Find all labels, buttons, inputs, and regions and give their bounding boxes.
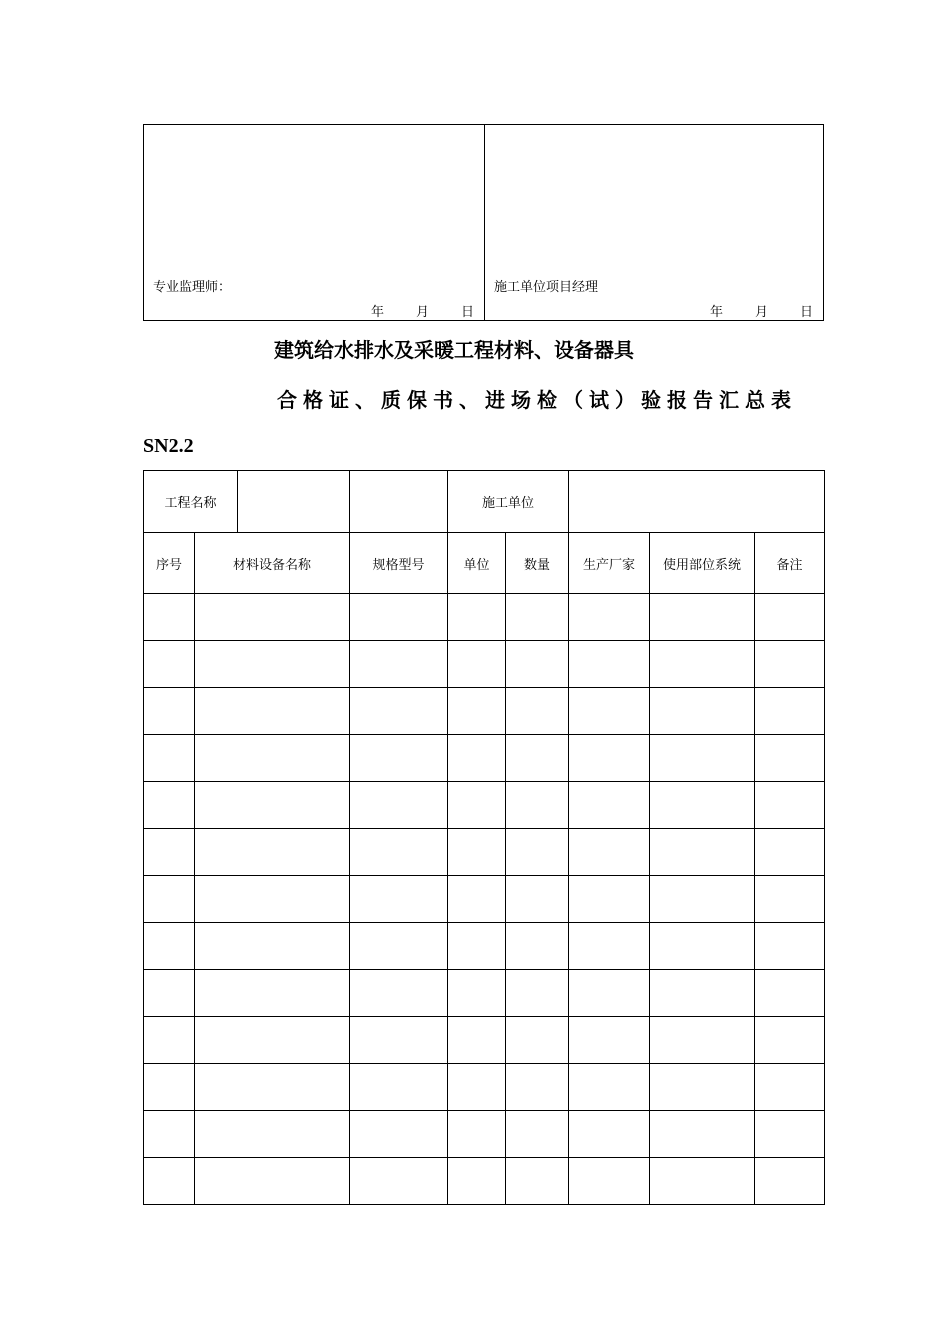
- column-header-row: [144, 533, 825, 594]
- table-cell[interactable]: [569, 1111, 650, 1158]
- table-cell[interactable]: [569, 735, 650, 782]
- table-cell[interactable]: [144, 1064, 195, 1111]
- table-cell[interactable]: [755, 876, 825, 923]
- table-cell[interactable]: [506, 1017, 569, 1064]
- col-header-name: 材料设备名称: [195, 533, 350, 594]
- table-cell[interactable]: [506, 594, 569, 641]
- table-cell[interactable]: [195, 735, 350, 782]
- manager-cell: [484, 125, 823, 320]
- form-code: SN2.2: [143, 435, 194, 457]
- table-cell[interactable]: [755, 1064, 825, 1111]
- table-cell[interactable]: [755, 970, 825, 1017]
- table-cell[interactable]: [350, 876, 448, 923]
- date-day: 日: [460, 305, 474, 320]
- table-cell[interactable]: [195, 1017, 350, 1064]
- table-cell[interactable]: [569, 1158, 650, 1205]
- table-cell[interactable]: [506, 782, 569, 829]
- col-header-unit: 单位: [448, 533, 506, 594]
- project-info-row: [144, 471, 825, 533]
- table-row: [144, 970, 825, 1017]
- table-cell[interactable]: [350, 688, 448, 735]
- table-cell[interactable]: [650, 970, 755, 1017]
- table-cell[interactable]: [350, 782, 448, 829]
- contractor-label: 施工单位: [448, 471, 569, 533]
- table-cell[interactable]: [195, 1064, 350, 1111]
- table-cell[interactable]: [650, 1017, 755, 1064]
- table-cell[interactable]: [650, 923, 755, 970]
- project-name-label: 工程名称: [144, 471, 238, 532]
- manager-date: [710, 301, 813, 320]
- table-cell[interactable]: [506, 970, 569, 1017]
- table-cell[interactable]: [755, 1111, 825, 1158]
- table-cell[interactable]: [569, 970, 650, 1017]
- table-cell[interactable]: [650, 1064, 755, 1111]
- table-cell[interactable]: [448, 923, 506, 970]
- table-row: [144, 782, 825, 829]
- table-cell[interactable]: [506, 641, 569, 688]
- table-cell[interactable]: [506, 688, 569, 735]
- supervisor-date: [371, 301, 474, 320]
- table-cell[interactable]: [195, 923, 350, 970]
- table-cell[interactable]: [350, 641, 448, 688]
- table-cell[interactable]: [569, 688, 650, 735]
- table-row: [144, 1017, 825, 1064]
- table-cell[interactable]: [650, 641, 755, 688]
- table-cell[interactable]: [569, 782, 650, 829]
- table-cell[interactable]: [755, 1158, 825, 1205]
- table-row: [144, 829, 825, 876]
- supervisor-label: 专业监理师：: [153, 280, 232, 295]
- table-cell[interactable]: [350, 970, 448, 1017]
- table-cell[interactable]: [448, 641, 506, 688]
- table-cell[interactable]: [350, 829, 448, 876]
- table-row: [144, 735, 825, 782]
- table-row: [144, 594, 825, 641]
- table-cell[interactable]: [755, 1017, 825, 1064]
- table-cell[interactable]: [506, 1158, 569, 1205]
- table-cell[interactable]: [144, 1111, 195, 1158]
- table-cell[interactable]: [350, 923, 448, 970]
- table-cell[interactable]: [569, 876, 650, 923]
- table-cell[interactable]: [144, 1158, 195, 1205]
- table-cell[interactable]: [350, 1017, 448, 1064]
- col-header-location: 使用部位系统: [650, 533, 755, 594]
- table-cell[interactable]: [650, 876, 755, 923]
- table-cell[interactable]: [569, 829, 650, 876]
- table-row: [144, 1064, 825, 1111]
- document-title-line2: 合格证、质保书、进场检（试）验报告汇总表: [277, 388, 797, 412]
- table-cell[interactable]: [506, 1064, 569, 1111]
- table-cell[interactable]: [144, 876, 195, 923]
- table-cell[interactable]: [195, 829, 350, 876]
- table-cell[interactable]: [650, 1158, 755, 1205]
- table-row: [144, 688, 825, 735]
- table-cell[interactable]: [144, 735, 195, 782]
- table-cell[interactable]: [506, 923, 569, 970]
- table-cell[interactable]: [755, 688, 825, 735]
- signature-table: [143, 124, 824, 321]
- table-cell[interactable]: [448, 688, 506, 735]
- table-cell[interactable]: [350, 1158, 448, 1205]
- table-cell[interactable]: [144, 688, 195, 735]
- table-cell[interactable]: [650, 735, 755, 782]
- table-cell[interactable]: [650, 1111, 755, 1158]
- table-cell[interactable]: [569, 923, 650, 970]
- table-cell[interactable]: [448, 782, 506, 829]
- table-cell[interactable]: [144, 594, 195, 641]
- table-cell[interactable]: [448, 1064, 506, 1111]
- table-cell[interactable]: [195, 782, 350, 829]
- col-header-index: 序号: [144, 533, 195, 594]
- table-cell[interactable]: [755, 923, 825, 970]
- table-cell[interactable]: [569, 1017, 650, 1064]
- table-cell[interactable]: [650, 829, 755, 876]
- project-name-value[interactable]: [238, 471, 349, 532]
- table-cell[interactable]: [448, 594, 506, 641]
- table-cell[interactable]: [144, 829, 195, 876]
- project-name-group: [144, 471, 350, 533]
- table-cell[interactable]: [350, 594, 448, 641]
- project-name-value-cont[interactable]: [350, 471, 448, 533]
- table-cell[interactable]: [195, 594, 350, 641]
- col-header-manufacturer: 生产厂家: [569, 533, 650, 594]
- table-cell[interactable]: [448, 1158, 506, 1205]
- table-cell[interactable]: [144, 1017, 195, 1064]
- date-year: 年: [709, 305, 723, 320]
- table-cell[interactable]: [144, 641, 195, 688]
- manager-label: 施工单位项目经理: [494, 280, 599, 295]
- table-cell[interactable]: [195, 1111, 350, 1158]
- table-cell[interactable]: [569, 641, 650, 688]
- table-cell[interactable]: [506, 876, 569, 923]
- table-cell[interactable]: [144, 782, 195, 829]
- supervisor-cell: [144, 125, 484, 320]
- table-cell[interactable]: [650, 688, 755, 735]
- table-cell[interactable]: [195, 970, 350, 1017]
- table-cell[interactable]: [506, 829, 569, 876]
- col-header-remarks: 备注: [755, 533, 825, 594]
- date-month: 月: [754, 305, 768, 320]
- table-cell[interactable]: [755, 594, 825, 641]
- date-year: 年: [370, 305, 384, 320]
- table-cell[interactable]: [569, 1064, 650, 1111]
- summary-table: [143, 470, 825, 1205]
- table-cell[interactable]: [195, 876, 350, 923]
- date-month: 月: [415, 305, 429, 320]
- table-cell[interactable]: [195, 641, 350, 688]
- table-cell[interactable]: [448, 735, 506, 782]
- table-cell[interactable]: [448, 876, 506, 923]
- table-row: [144, 1158, 825, 1205]
- table-cell[interactable]: [448, 970, 506, 1017]
- table-cell[interactable]: [195, 688, 350, 735]
- table-cell[interactable]: [350, 1111, 448, 1158]
- contractor-value[interactable]: [569, 471, 825, 533]
- table-cell[interactable]: [195, 1158, 350, 1205]
- table-cell[interactable]: [506, 735, 569, 782]
- col-header-spec: 规格型号: [350, 533, 448, 594]
- table-cell[interactable]: [144, 970, 195, 1017]
- table-cell[interactable]: [650, 782, 755, 829]
- col-header-quantity: 数量: [506, 533, 569, 594]
- table-cell[interactable]: [448, 1111, 506, 1158]
- table-cell[interactable]: [755, 641, 825, 688]
- document-title-line1: 建筑给水排水及采暖工程材料、设备器具: [274, 338, 634, 362]
- table-cell[interactable]: [350, 735, 448, 782]
- table-cell[interactable]: [569, 594, 650, 641]
- table-cell[interactable]: [755, 829, 825, 876]
- table-row: [144, 876, 825, 923]
- date-day: 日: [799, 305, 813, 320]
- table-cell[interactable]: [448, 829, 506, 876]
- table-cell[interactable]: [506, 1111, 569, 1158]
- table-row: [144, 641, 825, 688]
- table-cell[interactable]: [755, 735, 825, 782]
- table-cell[interactable]: [144, 923, 195, 970]
- table-cell[interactable]: [650, 594, 755, 641]
- table-cell[interactable]: [448, 1017, 506, 1064]
- table-cell[interactable]: [350, 1064, 448, 1111]
- table-row: [144, 923, 825, 970]
- table-cell[interactable]: [755, 782, 825, 829]
- table-row: [144, 1111, 825, 1158]
